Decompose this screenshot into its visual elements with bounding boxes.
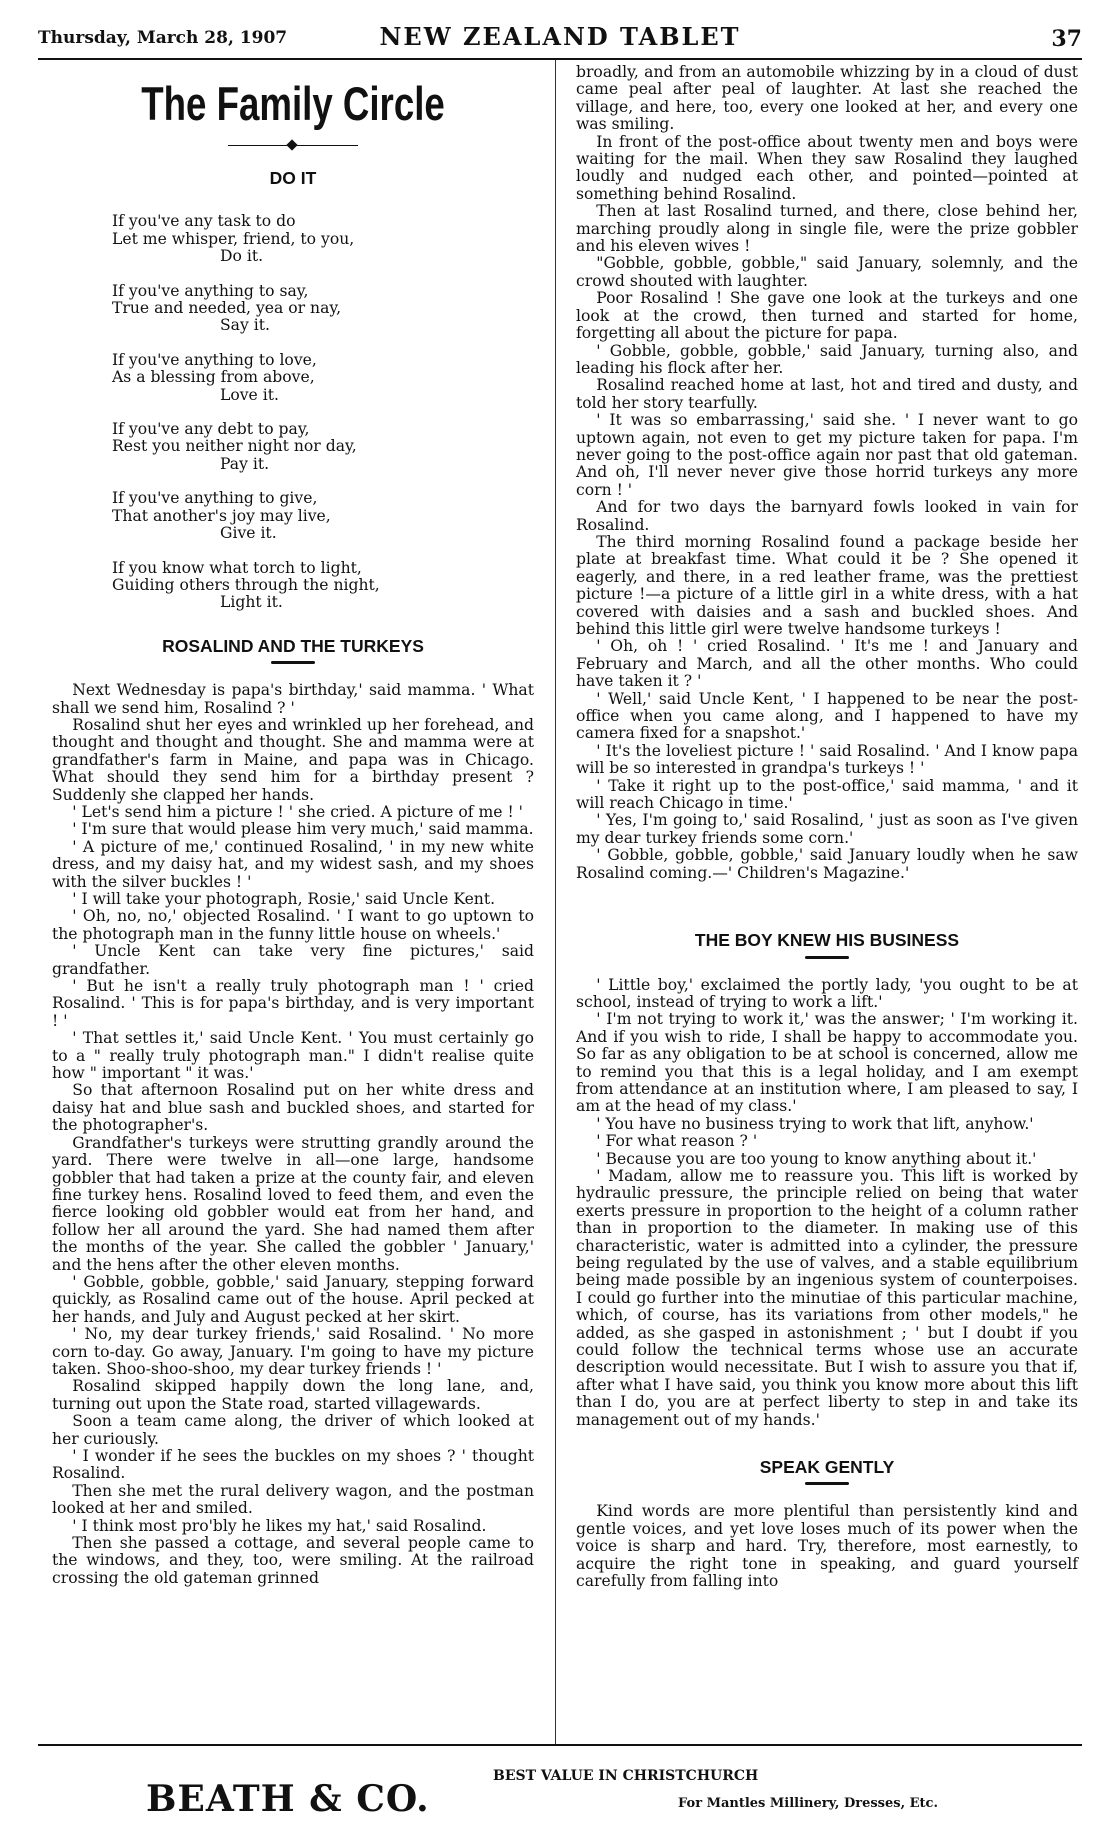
paragraph: ' Take it right up to the post-office,' said mamma, ' and it will reach Chicago in time.': [576, 776, 1078, 813]
paragraph: ' Yes, I'm going to,' said Rosalind, ' just as soon as I've given my dear turkey friends some corn.': [576, 811, 1078, 847]
poem-stanza: [112, 560, 534, 612]
paragraph: The third morning Rosalind found a package beside her plate at breakfast time. What could it be ? She opened it eagerly, and there, in a red leather frame, was the prettiest picture !—a picture of a little girl in a white dress, with a hat covered with daisies and a sash and buckled shoes. And behind this little girl were twelve handsome turkeys !: [576, 532, 1078, 638]
page-header: [38, 22, 1082, 56]
paragraph: Grandfather's turkeys were strutting grandly around the yard. There were twelve in all—one large, handsome gobbler that had taken a prize at the county fair, and eleven fine turkey hens. Rosalind loved to feed them, and even the fierce looking old gobbler would eat from her hand, and follow her all around the yard. She had named them after the months of the year. She called the gobbler ' January,' and the hens after the other eleven months.: [52, 1133, 534, 1274]
poem-stanza: [112, 421, 534, 473]
speak-gently-title: SPEAK GENTLY: [759, 1457, 895, 1478]
header-rule: [38, 58, 1082, 60]
poem-stanza: [112, 352, 534, 404]
section-dash: [805, 1482, 849, 1485]
paragraph: ' Little boy,' exclaimed the portly lady, 'you ought to be at school, instead of trying to work a lift.': [576, 975, 1078, 1011]
boy-article-body: [576, 977, 1078, 1430]
poem-line: That another's joy may live,: [112, 506, 331, 525]
paragraph: ' Well,' said Uncle Kent, ' I happened to be near the post-office when you came along, and I happened to have my camera fixed for a snapshot.': [576, 689, 1078, 743]
paragraph: So that afternoon Rosalind put on her white dress and daisy hat and blue sash and buckled shoes, and started for the photographer's.: [52, 1081, 534, 1135]
poem: [112, 213, 534, 611]
poem-line: Light it.: [220, 593, 283, 612]
paragraph: ' I wonder if he sees the buckles on my shoes ? ' thought Rosalind.: [52, 1447, 534, 1483]
poem-line: If you've anything to give,: [112, 489, 318, 508]
poem-line: If you've any debt to pay,: [112, 420, 310, 439]
paragraph: ' I think most pro'bly he likes my hat,' said Rosalind.: [72, 1516, 487, 1535]
paragraph: ' Uncle Kent can take very fine pictures,' said grandfather.: [52, 942, 534, 978]
paragraph: ' No, my dear turkey friends,' said Rosalind. ' No more corn to-day. Go away, January. I'm going to have my picture taken. Shoo-shoo-shoo, my dear turkey friends ! ': [52, 1325, 534, 1378]
paragraph: ' That settles it,' said Uncle Kent. ' You must certainly go to a " really truly photograph man." I didn't realise quite how " important " it was.': [52, 1029, 534, 1083]
poem-line: If you've any task to do: [112, 212, 296, 231]
paragraph: ' Let's send him a picture ! ' she cried. A picture of me ! ': [72, 802, 523, 821]
poem-line: Give it.: [220, 524, 277, 543]
page-number: 37: [1051, 26, 1082, 52]
title-ornament: [228, 138, 358, 152]
poem-title: DO IT: [269, 168, 317, 188]
paragraph: Rosalind skipped happily down the long lane, and, turning out upon the State road, started villagewards.: [52, 1377, 534, 1413]
paragraph: Next Wednesday is papa's birthday,' said mamma. ' What shall we send him, Rosalind ? ': [52, 681, 534, 717]
paragraph: ' Oh, no, no,' objected Rosalind. ' I want to go uptown to the photograph man in the funny little house on wheels.': [52, 907, 534, 943]
section-dash: [805, 956, 849, 959]
paragraph: ' But he isn't a really truly photograph man ! ' cried Rosalind. ' This is for papa's birthday, and is very important ! ': [52, 977, 534, 1030]
advertiser-products: For Mantles Millinery, Dresses, Etc.: [678, 1796, 938, 1811]
column-divider: [555, 60, 556, 1744]
paragraph: ' A picture of me,' continued Rosalind, ' in my new white dress, and my daisy hat, and my widest sash, and my shoes with the silver buckles ! ': [52, 837, 534, 891]
boy-article-title: THE BOY KNEW HIS BUSINESS: [694, 930, 960, 951]
poem-line: Let me whisper, friend, to you,: [112, 229, 355, 248]
paragraph: Poor Rosalind ! She gave one look at the turkeys and one look at the crowd, then turned and started for home, forgetting all about the picture for papa.: [576, 289, 1078, 343]
poem-line: Rest you neither night nor day,: [112, 437, 357, 456]
poem-stanza: [112, 283, 534, 335]
page-title: The Family Circle: [141, 77, 445, 130]
section-dash: [271, 661, 315, 664]
poem-line: Do it.: [220, 247, 264, 266]
issue-date: Thursday, March 28, 1907: [38, 28, 288, 48]
paragraph: Kind words are more plentiful than persistently kind and gentle voices, and yet love loses much of its power when the voice is sharp and hard. Try, therefore, most earnestly, to acquire the right tone in speaking, and guard yourself carefully from falling into: [576, 1502, 1078, 1591]
paragraph: ' I will take your photograph, Rosie,' said Uncle Kent.: [72, 890, 496, 908]
paragraph: Then she met the rural delivery wagon, and the postman looked at her and smiled.: [52, 1481, 534, 1518]
paragraph: ' For what reason ? ': [596, 1132, 758, 1151]
story-body: [52, 682, 534, 1587]
story-continued: [576, 64, 1078, 882]
paragraph: ' Madam, allow me to reassure you. This lift is worked by hydraulic pressure, the principle relied on being that water exerts pressure in proportion to the height of a column rather than in proportion to the diameter. In making use of this characteristic, water is admitted into a cylinder, the pressure being regulated by the use of valves, and a stable equilibrium being made possible by an ingenious system of counterpoises. I could go further into the minutiae of this particular machine, which, of course, has its variations from other models," he added, as she gasped in astonishment ; ' but I doubt if you could follow the technical terms whose use an accurate description would necessitate. But I wish to assure you that if, after what I have said, you think you know more about this lift than I do, you are at perfect liberty to step in and take its management out of my hands.': [576, 1166, 1078, 1429]
masthead: NEW ZEALAND TABLET: [379, 22, 741, 51]
paragraph: broadly, and from an automobile whizzing by in a cloud of dust came peal after peal of laughter. At last she reached the village, and here, too, every one looked at her, and every one was smiling.: [576, 63, 1078, 134]
poem-line: If you know what torch to light,: [112, 558, 362, 577]
poem-line: Say it.: [220, 316, 270, 335]
paragraph: ' Oh, oh ! ' cried Rosalind. ' It's me ! and January and February and March, and all the other months. Who could have taken it ? ': [576, 637, 1078, 691]
poem-line: If you've anything to say,: [112, 281, 309, 300]
left-column: [52, 64, 534, 1587]
poem-stanza: [112, 490, 534, 542]
paragraph: ' I'm sure that would please him very much,' said mamma.: [72, 820, 534, 839]
speak-gently-body: [576, 1503, 1078, 1590]
poem-stanza: [112, 213, 534, 265]
advertisement-footer: [38, 1748, 1082, 1828]
paragraph: In front of the post-office about twenty men and boys were waiting for the mail. When they saw Rosalind they laughed loudly and nudged each other, and pointed—pointed at something behind Rosalind.: [576, 132, 1078, 203]
paragraph: Rosalind shut her eyes and wrinkled up her forehead, and thought and thought and thought. She and mamma were at grandfather's farm in Maine, and papa was in Chicago. What should they send him for a birthday present ? Suddenly she clapped her hands.: [52, 715, 534, 804]
paragraph: ' It's the loveliest picture ! ' said Rosalind. ' And I know papa will be so interested in grandpa's turkeys ! ': [576, 741, 1078, 778]
poem-line: True and needed, yea or nay,: [112, 299, 342, 318]
poem-line: Pay it.: [220, 454, 270, 473]
paragraph: ' It was so embarrassing,' said she. ' I never want to go uptown again, not even to get my picture taken for papa. I'm never going to the post-office again nor past that old gateman. And oh, I'll never never give those horrid turkeys any more corn ! ': [576, 411, 1078, 499]
paragraph: Then at last Rosalind turned, and there, close behind her, marching proudly along in single file, were the prize gobbler and his eleven wives !: [576, 202, 1078, 256]
paragraph: ' Gobble, gobble, gobble,' said January loudly when he saw Rosalind coming.—' Children's Magazine.': [576, 846, 1078, 882]
poem-line: Guiding others through the night,: [112, 575, 380, 594]
paragraph: ' You have no business trying to work that lift, anyhow.': [596, 1114, 1034, 1133]
paragraph: Rosalind reached home at last, hot and tired and dusty, and told her story tearfully.: [576, 376, 1078, 412]
poem-line: As a blessing from above,: [112, 368, 315, 387]
paragraph: ' Gobble, gobble, gobble,' said January, turning also, and leading his flock after her.: [576, 341, 1078, 377]
paragraph: Then she passed a cottage, and several people came to the windows, and they, too, were smiling. At the railroad crossing the old gateman grinned: [52, 1534, 534, 1587]
paragraph: "Gobble, gobble, gobble," said January, solemnly, and the crowd shouted with laughter.: [576, 254, 1078, 290]
poem-line: If you've anything to love,: [112, 350, 317, 369]
right-column: [576, 64, 1078, 1591]
paragraph: ' Gobble, gobble, gobble,' said January, stepping forward quickly, as Rosalind came out of the house. April pecked at her hands, and July and August pecked at her skirt.: [52, 1272, 534, 1326]
paragraph: ' Because you are too young to know anything about it.': [596, 1149, 1037, 1168]
story-title: ROSALIND AND THE TURKEYS: [162, 635, 424, 656]
paragraph: And for two days the barnyard fowls looked in vain for Rosalind.: [576, 498, 1078, 534]
paragraph: ' I'm not trying to work it,' was the answer; ' I'm working it. And if you wish to ride, I shall be happy to accommodate you. So far as any obligation to be at school is concerned, allow me to remind you that this is a legal holiday, and I am exempt from attendance at an institution where, I am pleased to say, I am at the head of my class.': [576, 1010, 1078, 1116]
advertiser-slogan: BEST VALUE IN CHRISTCHURCH: [493, 1768, 759, 1784]
paragraph: Soon a team came along, the driver of which looked at her curiously.: [52, 1412, 534, 1448]
footer-rule: [38, 1744, 1082, 1746]
poem-line: Love it.: [220, 385, 279, 404]
advertiser-name: BEATH & CO.: [146, 1778, 430, 1820]
